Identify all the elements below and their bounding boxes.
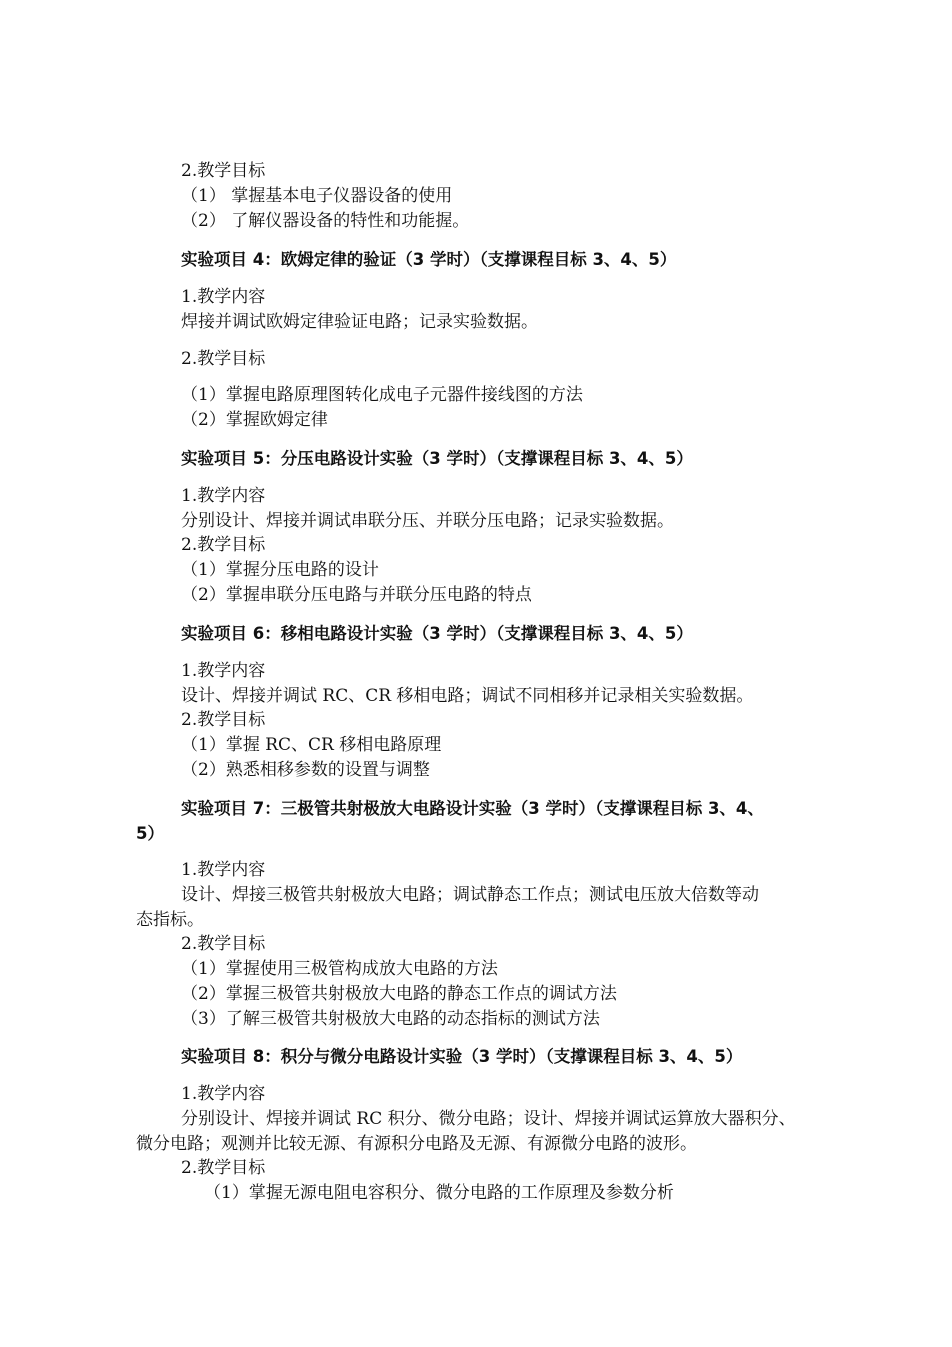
project-5-heading: 实验项目 5：分压电路设计实验（3 学时）（支撑课程目标 3、4、5） [181,449,693,468]
content-text: 设计、焊接并调试 RC、CR 移相电路；调试不同相移并记录相关实验数据。 [181,686,754,706]
goal-item: （1） 掌握基本电子仪器设备的使用 [181,186,453,206]
project-7-heading-cont: 5） [136,824,164,843]
project-7-heading: 实验项目 7：三极管共射极放大电路设计实验（3 学时）（支撑课程目标 3、4、 [181,799,764,818]
goal-item: （2） 了解仪器设备的特性和功能握。 [181,211,470,231]
goal-item: （3）了解三极管共射极放大电路的动态指标的测试方法 [181,1009,600,1029]
goal-title: 2.教学目标 [181,349,266,369]
goal-item: （2）掌握欧姆定律 [181,410,328,430]
goal-title: 2.教学目标 [181,934,266,954]
goal-item: （1）掌握使用三极管构成放大电路的方法 [181,959,498,979]
goal-item: （2）掌握三极管共射极放大电路的静态工作点的调试方法 [181,984,617,1004]
goal-item: （1）掌握无源电阻电容积分、微分电路的工作原理及参数分析 [204,1183,674,1203]
goal-item: （1）掌握分压电路的设计 [181,560,379,580]
content-title: 1.教学内容 [181,287,266,307]
goal-item: （2）掌握串联分压电路与并联分压电路的特点 [181,585,532,605]
content-title: 1.教学内容 [181,860,266,880]
project-6-heading: 实验项目 6：移相电路设计实验（3 学时）（支撑课程目标 3、4、5） [181,624,693,643]
goal-item: （1）掌握 RC、CR 移相电路原理 [181,735,442,755]
goal-item: （1）掌握电路原理图转化成电子元器件接线图的方法 [181,385,583,405]
goal-title: 2.教学目标 [181,535,266,555]
goal-item: （2）熟悉相移参数的设置与调整 [181,760,430,780]
project-4-heading: 实验项目 4：欧姆定律的验证（3 学时）（支撑课程目标 3、4、5） [181,250,677,269]
content-title: 1.教学内容 [181,486,266,506]
content-text: 设计、焊接三极管共射极放大电路；调试静态工作点；测试电压放大倍数等动 [181,885,759,905]
content-text: 焊接并调试欧姆定律验证电路；记录实验数据。 [181,312,538,332]
content-text-cont: 微分电路；观测并比较无源、有源积分电路及无源、有源微分电路的波形。 [136,1134,697,1154]
content-title: 1.教学内容 [181,661,266,681]
content-text-cont: 态指标。 [136,910,204,930]
project-8-heading: 实验项目 8：积分与微分电路设计实验（3 学时）（支撑课程目标 3、4、5） [181,1047,743,1066]
content-title: 1.教学内容 [181,1084,266,1104]
goal-title: 2.教学目标 [181,710,266,730]
goal-title: 2.教学目标 [181,161,266,181]
content-text: 分别设计、焊接并调试 RC 积分、微分电路；设计、焊接并调试运算放大器积分、 [181,1109,796,1129]
content-text: 分别设计、焊接并调试串联分压、并联分压电路；记录实验数据。 [181,511,674,531]
goal-title: 2.教学目标 [181,1158,266,1178]
